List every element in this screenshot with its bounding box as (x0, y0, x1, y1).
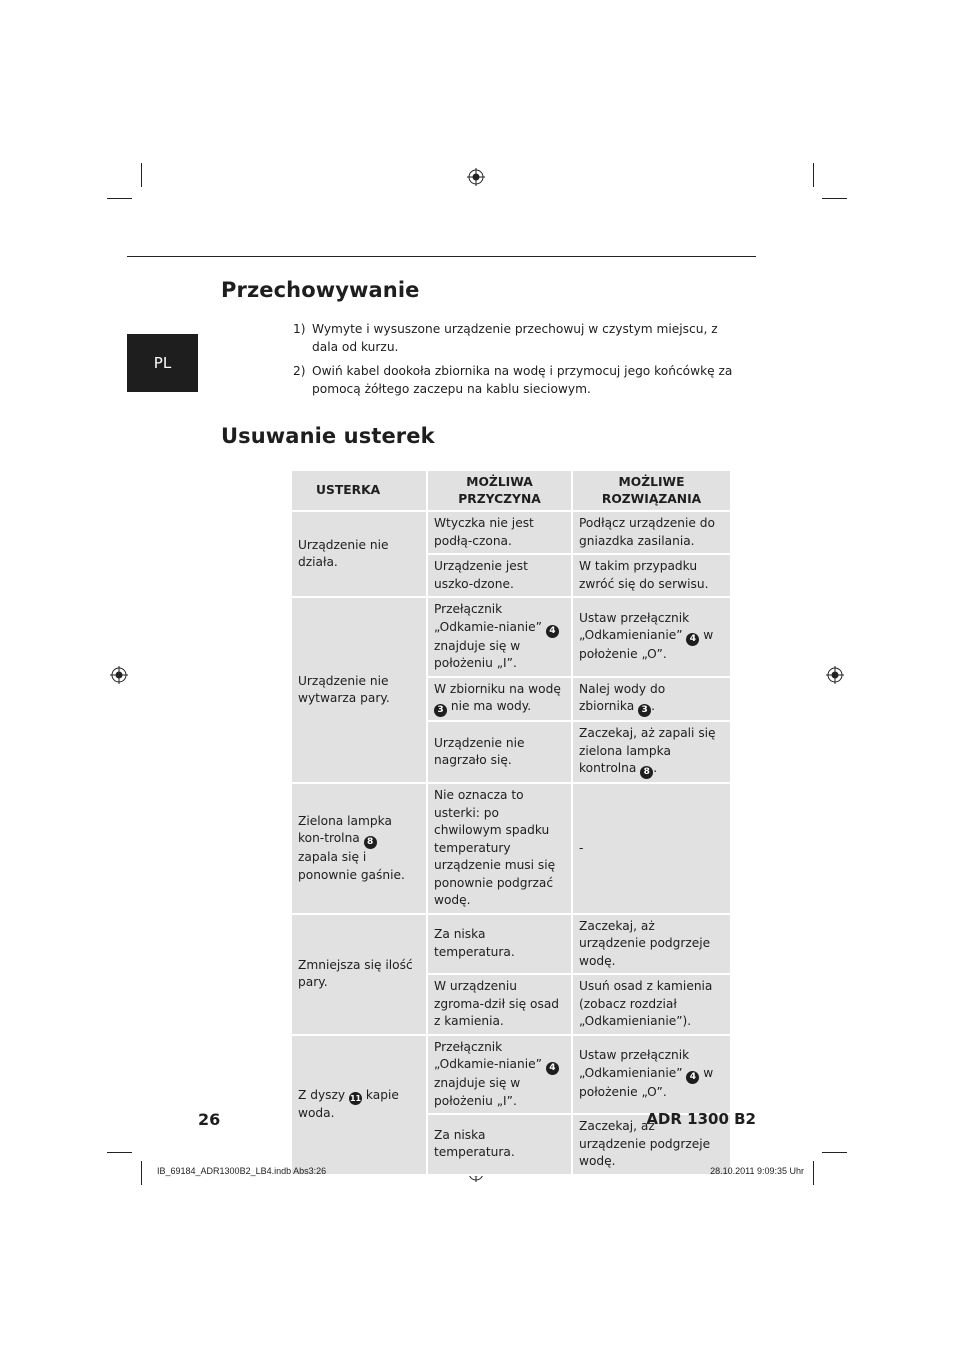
cause-text: W zbiorniku na wodę (434, 681, 561, 696)
table-row (291, 511, 731, 554)
model-name: ADR 1300 B2 (646, 1110, 756, 1128)
solution-cell (572, 597, 731, 677)
ref-badge: 8 (640, 766, 653, 779)
step-text: Wymyte i wysuszone urządzenie przechowuj w czystym miejscu, z dala od kurzu. (312, 322, 718, 354)
cause-cell: Urządzenie nie nagrzało się. (427, 721, 572, 783)
fault-cell: Zmniejsza się ilość pary. (291, 914, 427, 1035)
fault-cell (291, 1035, 427, 1175)
fault-text: Zielona lampka kon-trolna (298, 813, 392, 845)
solution-text: . (653, 761, 658, 775)
fault-cell: Urządzenie nie wytwarza pary. (291, 597, 427, 783)
cause-text: Przełącznik „Odkamie-nianie” (434, 1039, 542, 1071)
ref-badge: 4 (686, 633, 699, 646)
cause-cell: Za niska temperatura. (427, 1114, 572, 1175)
solution-cell (572, 1035, 731, 1115)
solution-cell: - (572, 783, 731, 914)
fault-text: zapala się i ponownie gaśnie. (298, 850, 405, 882)
crop-mark (813, 1161, 814, 1185)
crop-mark (822, 198, 847, 199)
troubleshooting-table (290, 469, 732, 1176)
cause-text: znajduje się w położeniu „I”. (434, 1076, 521, 1108)
fault-text: Z dyszy (298, 1087, 346, 1102)
table-header-row (291, 470, 731, 511)
language-tab (127, 334, 198, 392)
registration-mark-icon (467, 168, 485, 186)
solution-text: w położenie „O”. (579, 1065, 714, 1099)
solution-text: Nalej wody do zbiornika (579, 681, 666, 713)
ref-badge: 3 (434, 704, 447, 717)
header-rule (127, 256, 756, 257)
cause-text: znajduje się w położeniu „I”. (434, 638, 521, 670)
cause-text: Przełącznik „Odkamie-nianie” (434, 602, 542, 634)
fault-text: kapie woda. (298, 1087, 399, 1120)
print-slug-file: IB_69184_ADR1300B2_LB4.indb Abs3:26 (157, 1166, 327, 1176)
step-text: Owiń kabel dookoła zbiornika na wodę i przymocuj jego końcówkę za pomocą żółtego zaczepu na kablu sieciowym. (312, 364, 733, 396)
cause-cell: Urządzenie jest uszko-dzone. (427, 554, 572, 597)
print-slug-date: 28.10.2011 9:09:35 Uhr (710, 1166, 804, 1176)
solution-text: . (651, 699, 655, 713)
ref-badge: 4 (546, 1062, 559, 1075)
solution-text: Ustaw przełącznik „Odkamienianie” (579, 610, 690, 643)
solution-cell: Podłącz urządzenie do gniazdka zasilania. (572, 511, 731, 554)
solution-cell: Zaczekaj, aż urządzenie podgrzeje wodę. (572, 1114, 731, 1175)
solution-text: Ustaw przełącznik „Odkamienianie” (579, 1048, 690, 1080)
solution-cell: Zaczekaj, aż urządzenie podgrzeje wodę. (572, 914, 731, 975)
registration-mark-icon (826, 666, 844, 684)
step-item (293, 362, 743, 398)
cause-cell: Nie oznacza to usterki: po chwilowym spadku temperatury urządzenie musi się ponownie podgrzać wodę. (427, 783, 572, 914)
ref-badge: 4 (546, 625, 559, 638)
step-number: 1) (293, 322, 306, 336)
ref-badge: 11 (349, 1093, 362, 1103)
column-header-solution: MOŻLIWE ROZWIĄZANIA (572, 470, 731, 511)
table-row (291, 914, 731, 975)
language-label: PL (153, 354, 172, 372)
cause-cell: W urządzeniu zgroma-dził się osad z kamienia. (427, 974, 572, 1035)
fault-cell: Urządzenie nie działa. (291, 511, 427, 597)
section-title-storage: Przechowywanie (221, 278, 420, 302)
solution-cell: W takim przypadku zwróć się do serwisu. (572, 554, 731, 597)
step-item (293, 320, 743, 356)
cause-text: nie ma wody. (450, 699, 532, 713)
table-row (291, 783, 731, 914)
column-header-fault: USTERKA (291, 470, 427, 511)
solution-cell: Usuń osad z kamienia (zobacz rozdział „Odkamienianie”). (572, 974, 731, 1035)
cause-cell (427, 1035, 572, 1115)
crop-mark (822, 1152, 847, 1153)
step-number: 2) (293, 364, 306, 378)
table-row (291, 597, 731, 677)
cause-cell: Wtyczka nie jest podłą-czona. (427, 511, 572, 554)
crop-mark (813, 163, 814, 187)
cause-cell: Za niska temperatura. (427, 914, 572, 975)
cause-cell (427, 597, 572, 677)
crop-mark (141, 1161, 142, 1185)
crop-mark (107, 198, 132, 199)
ref-badge: 3 (638, 704, 651, 717)
registration-mark-icon (110, 666, 128, 684)
table-row (291, 1035, 731, 1115)
crop-mark (141, 163, 142, 187)
cause-cell (427, 677, 572, 722)
solution-text: Zaczekaj, aż zapali się zielona lampka kontrolna (579, 726, 716, 775)
page-number: 26 (198, 1110, 221, 1129)
storage-steps (293, 320, 743, 404)
solution-cell (572, 721, 731, 783)
ref-badge: 4 (686, 1071, 699, 1084)
solution-text: w położenie „O”. (579, 628, 714, 662)
crop-mark (107, 1152, 132, 1153)
section-title-troubleshooting: Usuwanie usterek (221, 424, 435, 448)
column-header-cause: MOŻLIWA PRZYCZYNA (427, 470, 572, 511)
fault-cell (291, 783, 427, 914)
ref-badge: 8 (364, 836, 377, 849)
solution-cell (572, 677, 731, 722)
